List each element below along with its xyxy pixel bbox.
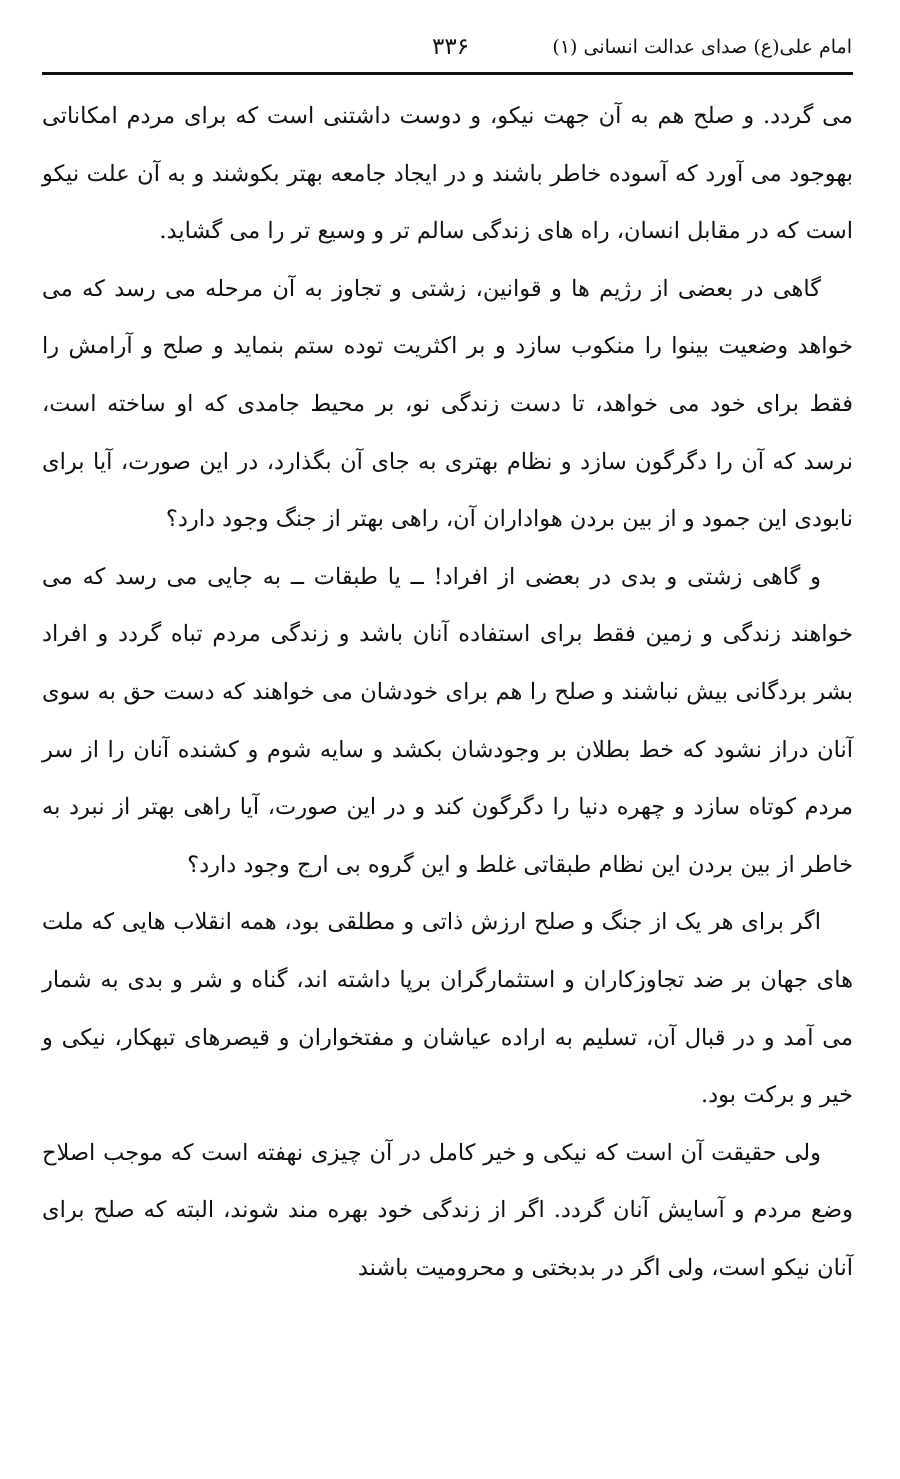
page-header — [42, 34, 852, 70]
header-rule — [42, 72, 853, 75]
paragraph: گاهی در بعضی از رژیم ها و قوانین، زشتی و تجاوز به آن مرحله می رسد که می خواهد وضعیت بینوا را منکوب سازد و بر اکثریت توده ستم بنماید و صلح و آرامش را فقط برای خود می خواهد، تا دست زندگی نو، بر محیط جامدی که او ساخته است، نرسد که آن را دگرگون سازد و نظام بهتری به جای آن بگذارد، در این صورت، آیا برای نابودی این جمود و از بین بردن هواداران آن، راهی بهتر از جنگ وجود دارد؟ — [42, 275, 853, 533]
body-text — [42, 88, 853, 1297]
paragraph: می گردد. و صلح هم به آن جهت نیکو، و دوست داشتنی است که برای مردم امکاناتی بهوجود می آورد که آسوده خاطر باشند و در ایجاد جامعه بهتر بکوشند و به آن علت نیکو است که در مقابل انسان، راه های زندگی سالم تر و وسیع تر را می گشاید. — [42, 103, 853, 245]
paragraph: اگر برای هر یک از جنگ و صلح ارزش ذاتی و مطلقی بود، همه انقلاب هایی که ملت های جهان بر ضد تجاوزکاران و استثمارگران برپا داشته اند، گناه و شر و بدی به شمار می آمد و در قبال آن، تسلیم به اراده عیاشان و مفتخواران و قیصرهای تبهکار، نیکی و خیر و برکت بود. — [42, 909, 853, 1109]
paragraph: و گاهی زشتی و بدی در بعضی از افراد! ــ یا طبقات ــ به جایی می رسد که می خواهند زندگی و زمین فقط برای استفاده آنان باشد و زندگی مردم تباه گردد و افراد بشر بردگانی بیش نباشند و صلح را هم برای خودشان می خواهند که دست حق به سوی آنان دراز نشود که خط بطلان بر وجودشان بکشد و سایه شوم و کشنده آنان را از سر مردم کوتاه سازد و چهره دنیا را دگرگون کند و در این صورت، آیا راهی بهتر از نبرد به خاطر از بین بردن این نظام طبقاتی غلط و این گروه بی ارج وجود دارد؟ — [42, 563, 853, 878]
running-title: امام علی(ع) صدای عدالت انسانی (۱) — [552, 36, 852, 58]
page-number: ۳۳۶ — [432, 34, 470, 60]
paragraph: ولی حقیقت آن است که نیکی و خیر کامل در آن چیزی نهفته است که موجب اصلاح وضع مردم و آسایش آنان گردد. اگر از زندگی خود بهره مند شوند، البته که صلح برای آنان نیکو است، ولی اگر در بدبختی و محرومیت باشند — [42, 1139, 853, 1281]
